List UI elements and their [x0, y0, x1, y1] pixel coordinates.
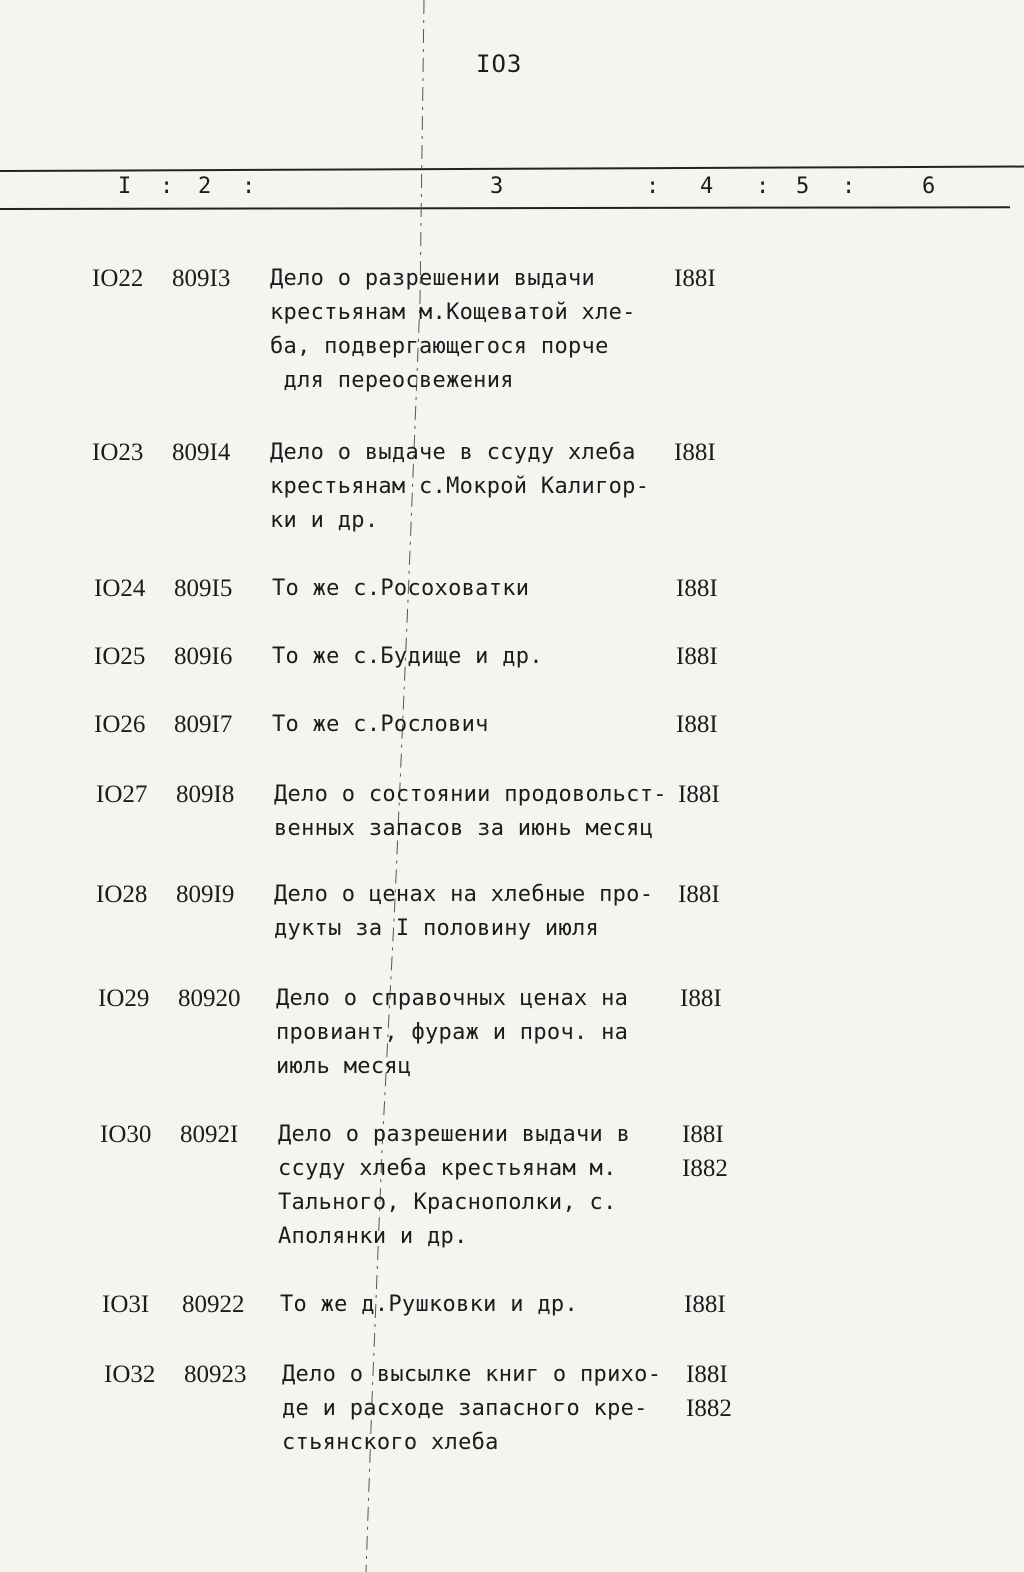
- entry-years: [676, 708, 718, 742]
- entry-year: I882: [682, 1155, 728, 1182]
- entry-description: [270, 262, 636, 398]
- entry-description: [280, 1288, 578, 1322]
- description-line: То же с.Росоховатки: [272, 576, 530, 601]
- entry-code: 8092I: [180, 1121, 239, 1148]
- description-line: ссуду хлеба крестьянам м.: [278, 1156, 617, 1181]
- entry-year: I88I: [686, 1361, 728, 1388]
- entry-years: [674, 262, 716, 296]
- description-line: ки и др.: [270, 508, 379, 533]
- description-line: крестьянам м.Кощеватой хле-: [270, 300, 636, 325]
- entry-year: I88I: [682, 1121, 724, 1148]
- entry-code: 809I6: [174, 643, 233, 670]
- description-line: То же с.Будище и др.: [272, 644, 543, 669]
- entry-description: [272, 640, 543, 674]
- entry-code: 809I8: [176, 781, 235, 808]
- entry-description: [274, 878, 653, 946]
- description-line: для переосвежения: [270, 368, 514, 393]
- column-separator: :: [646, 174, 660, 199]
- entry-year: I88I: [674, 439, 716, 466]
- description-line: стьянского хлеба: [282, 1430, 499, 1455]
- description-line: провиант, фураж и проч. на: [276, 1020, 629, 1045]
- column-header-2: 2: [198, 174, 212, 199]
- description-line: Дело о ценах на хлебные про-: [274, 882, 654, 907]
- entry-number: IO25: [94, 643, 146, 670]
- entry-year: I88I: [674, 265, 716, 292]
- table-header-rule: [0, 206, 1010, 210]
- description-line: июль месяц: [276, 1054, 412, 1079]
- entry-number: IO28: [96, 881, 148, 908]
- column-header-row: [0, 170, 1024, 206]
- entry-code: 80923: [184, 1361, 247, 1388]
- description-line: Дело о разрешении выдачи в: [278, 1122, 631, 1147]
- description-line: Аполянки и др.: [278, 1224, 468, 1249]
- entry-code: 809I5: [174, 575, 233, 602]
- entry-description: [276, 982, 628, 1084]
- description-line: де и расходе запасного кре-: [282, 1396, 648, 1421]
- entry-number: IO3I: [102, 1291, 150, 1318]
- entry-description: [272, 572, 529, 606]
- description-line: Дело о выдаче в ссуду хлеба: [270, 440, 636, 465]
- description-line: Дело о высылке книг о прихо-: [282, 1362, 662, 1387]
- column-separator: :: [160, 174, 174, 199]
- column-header-3: 3: [490, 174, 504, 199]
- description-line: дукты за I половину июля: [274, 916, 600, 941]
- entry-number: IO30: [100, 1121, 152, 1148]
- entry-years: [678, 778, 720, 812]
- entry-years: [680, 982, 722, 1016]
- entry-years: [682, 1118, 728, 1186]
- entry-year: I88I: [678, 881, 720, 908]
- entry-number: IO22: [92, 265, 144, 292]
- description-line: Дело о справочных ценах на: [276, 986, 629, 1011]
- entry-years: [676, 572, 718, 606]
- description-line: То же с.Рослович: [272, 712, 489, 737]
- column-header-4: 4: [700, 174, 714, 199]
- entry-number: IO29: [98, 985, 150, 1012]
- description-line: Дело о состоянии продовольст-: [274, 782, 667, 807]
- entry-year: I88I: [680, 985, 722, 1012]
- entry-code: 80920: [178, 985, 241, 1012]
- entry-years: [684, 1288, 726, 1322]
- entry-description: [278, 1118, 630, 1254]
- entry-description: [274, 778, 667, 846]
- entry-year: I88I: [678, 781, 720, 808]
- page-number: IO3: [476, 50, 523, 78]
- column-separator: :: [242, 174, 256, 199]
- entry-years: [678, 878, 720, 912]
- description-line: венных запасов за июнь месяц: [274, 816, 654, 841]
- description-line: Дело о разрешении выдачи: [270, 266, 596, 291]
- entry-description: [270, 436, 649, 538]
- description-line: ба, подвергающегося порче: [270, 334, 609, 359]
- column-separator: :: [842, 174, 856, 199]
- entry-code: 809I4: [172, 439, 231, 466]
- entry-year: I88I: [676, 711, 718, 738]
- entry-description: [282, 1358, 661, 1460]
- entry-year: I88I: [676, 643, 718, 670]
- column-separator: :: [756, 174, 770, 199]
- column-header-5: 5: [796, 174, 810, 199]
- entry-number: IO27: [96, 781, 148, 808]
- entry-code: 809I3: [172, 265, 231, 292]
- entry-number: IO26: [94, 711, 146, 738]
- entry-years: [686, 1358, 732, 1426]
- description-line: Тального, Краснополки, с.: [278, 1190, 617, 1215]
- entry-description: [272, 708, 489, 742]
- column-header-6: 6: [922, 174, 936, 199]
- entry-years: [676, 640, 718, 674]
- entry-years: [674, 436, 716, 470]
- description-line: крестьянам с.Мокрой Калигор-: [270, 474, 650, 499]
- entry-number: IO24: [94, 575, 146, 602]
- entry-code: 80922: [182, 1291, 245, 1318]
- entry-code: 809I9: [176, 881, 235, 908]
- entry-year: I88I: [676, 575, 718, 602]
- entry-year: I882: [686, 1395, 732, 1422]
- entry-code: 809I7: [174, 711, 233, 738]
- column-header-1: I: [118, 174, 132, 199]
- entry-year: I88I: [684, 1291, 726, 1318]
- description-line: То же д.Рушковки и др.: [280, 1292, 578, 1317]
- entry-number: IO32: [104, 1361, 156, 1388]
- entry-number: IO23: [92, 439, 144, 466]
